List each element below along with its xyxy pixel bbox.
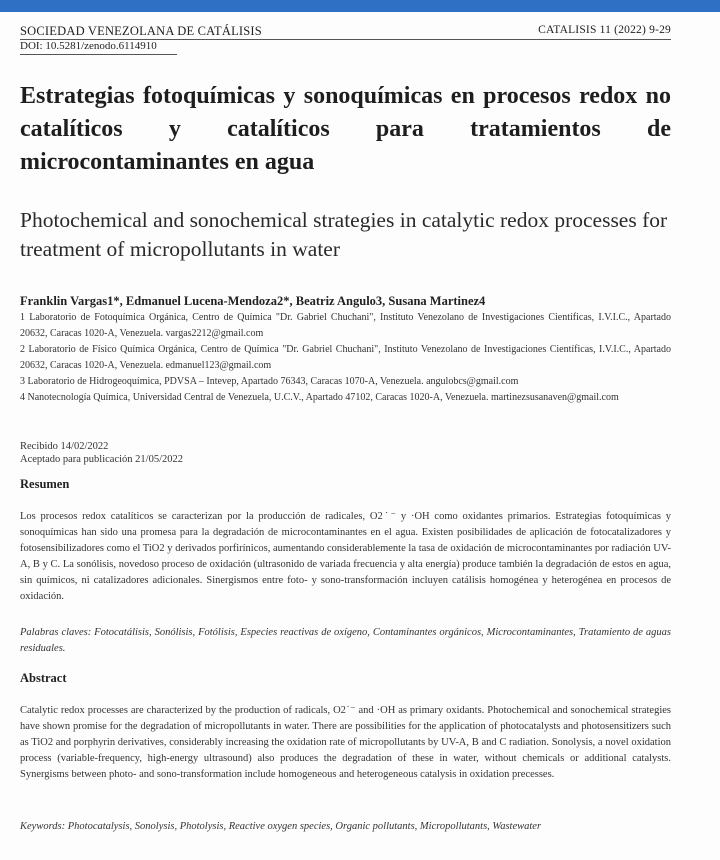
citation: CATALISIS 11 (2022) 9-29 <box>538 24 671 36</box>
abstract-text: Catalytic redox processes are characterized by the production of radicals, O2˙⁻ and ·OH as primary oxidants. Photochemical and sonochemical strategies have shown promise for the degradation of micropollutants in water. There are possibilities for the application of photocatalysts and photosensitizers such as TiO2 and porphyrin derivatives, considerably increasing the oxidation rate of micropollutants by UV-A, B and C radiation. Sonolysis, a novel oxidation process (variable-frequency, high-energy ultrasound) also produces the degradation of these in water, without chemicals or additional catalysts. Synergisms between photo- and sono-transformation include homogeneous and heterogeneous catalysis in oxidation precesses. <box>20 705 671 780</box>
accepted-date: Aceptado para publicación 21/05/2022 <box>20 454 183 465</box>
authors: Franklin Vargas1*, Edmanuel Lucena-Mendoza2*, Beatriz Angulo3, Susana Martinez4 <box>20 294 486 308</box>
resumen-keywords: Palabras claves: Fotocatálisis, Sonólisis, Fotólisis, Especies reactivas de oxígeno, Contaminantes orgánicos, Microcontaminantes, Tratamiento de aguas residuales. <box>20 627 671 654</box>
affiliation-4: 4 Nanotecnología Química, Universidad Central de Venezuela, U.C.V., Apartado 47102, Caracas 1020-A, Venezuela. martinezsusanaven@gmail.com <box>20 392 619 403</box>
journal-name: SOCIEDAD VENEZOLANA DE CATÁLISIS <box>20 24 262 38</box>
affiliations <box>20 310 671 406</box>
abstract-heading: Abstract <box>20 671 67 685</box>
resumen-heading: Resumen <box>20 477 70 491</box>
received-date: Recibido 14/02/2022 <box>20 441 109 452</box>
affiliation-2: 2 Laboratorio de Físico Química Orgánica, Centro de Química "Dr. Gabriel Chuchani", Instituto Venezolano de Investigaciones Científicas, I.V.I.C., Apartado 20632, Caracas 1020-A, Venezuela. edmanuel123@gmail.com <box>20 344 671 371</box>
document-page <box>0 12 720 860</box>
title-spanish: Estrategias fotoquímicas y sonoquímicas en procesos redox no catalíticos y catalíticos para tratamientos de microcontaminantes en agua <box>20 83 671 175</box>
app-top-bar <box>0 0 720 12</box>
affiliation-1: 1 Laboratorio de Fotoquímica Orgánica, Centro de Química "Dr. Gabriel Chuchani", Instituto Venezolano de Investigaciones Científicas, I.V.I.C., Apartado 20632, Caracas 1020-A, Venezuela. vargas2212@gmail.com <box>20 312 671 339</box>
doi-rule <box>20 54 177 55</box>
doi-link[interactable]: DOI: 10.5281/zenodo.6114910 <box>20 40 157 52</box>
abstract-keywords: Keywords: Photocatalysis, Sonolysis, Photolysis, Reactive oxygen species, Organic pollutants, Micropollutants, Wastewater <box>20 821 542 832</box>
resumen-text: Los procesos redox catalíticos se caracterizan por la producción de radicales, O2˙⁻ y ·OH como oxidantes primarios. Estrategias fotoquímicas y sonoquímicas han sido una promesa para la degradación de microcontaminantes en el agua. Existen posibilidades de aplicación de fotocatalizadores y fotosensibilizadores como el TiO2 y derivados porfirínicos, aumentando considerablemente la tasa de oxidación de microcontaminantes por radiación UV-A, B y C. La sonólisis, novedoso proceso de oxidación (ultrasonido de variada frecuencia y alta energía) produce también la degradación de estos en agua, sin químicos, ni catalizadores adicionales. Sinergismos entre foto- y sono-transformación incluyen catálisis homogénea y heterogénea en procesos de oxidación. <box>20 511 671 602</box>
title-english: Photochemical and sonochemical strategies in catalytic redox processes for treatment of micropollutants in water <box>20 208 668 261</box>
affiliation-3: 3 Laboratorio de Hidrogeoquímica, PDVSA – Intevep, Apartado 76343, Caracas 1070-A, Venezuela. angulobcs@gmail.com <box>20 376 519 387</box>
dates <box>20 440 183 466</box>
